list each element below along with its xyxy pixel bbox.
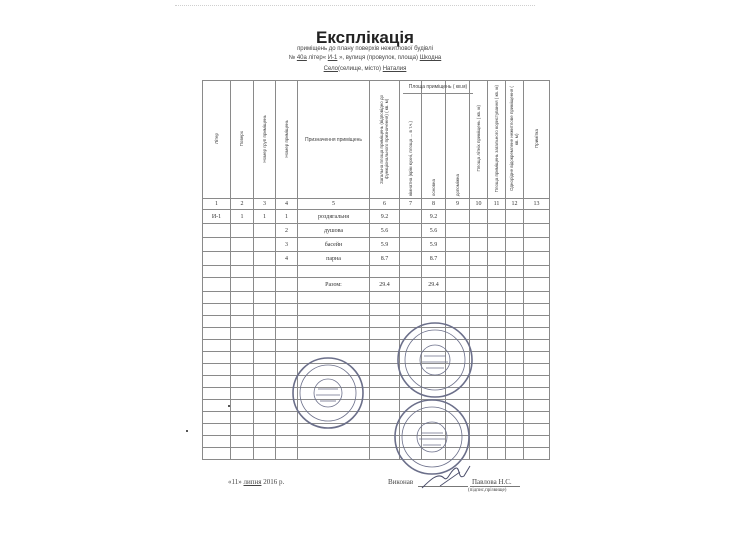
executor-name: Павлова Н.С. — [472, 478, 512, 486]
margin-dot — [228, 405, 230, 407]
cell-total: 8.7 — [370, 252, 400, 266]
signature — [420, 462, 472, 497]
village-value: Наталия — [382, 66, 407, 72]
cell-floor — [231, 252, 254, 266]
col-num: 5 — [298, 199, 370, 210]
column-number-row — [203, 199, 550, 210]
signature-hint: (підпис,прізвище) — [468, 488, 507, 493]
cell-liter — [203, 224, 231, 238]
table-header-row — [203, 81, 550, 199]
cell-total: 5.9 — [370, 238, 400, 252]
village-line — [0, 66, 730, 72]
area-group-header: Площа приміщень ( кв.м) — [408, 84, 468, 90]
table-row — [203, 252, 550, 266]
total-row — [203, 278, 550, 292]
margin-dot — [186, 430, 188, 432]
cell-purpose: роздягальня — [298, 210, 370, 224]
cell-floor — [231, 238, 254, 252]
street-value: Шкодна — [419, 55, 442, 61]
cell-group — [254, 238, 276, 252]
street-prefix: », вулиця — [339, 55, 366, 61]
cell-main: 8.7 — [422, 252, 446, 266]
col-num: 12 — [506, 199, 524, 210]
cell-main: 5.6 — [422, 224, 446, 238]
stamp-seal-left — [290, 355, 366, 431]
header-kitchen: кімнатна (крім кухні, площа ... в т.ч.) — [400, 81, 422, 199]
cell-group — [254, 224, 276, 238]
stamp-seal-middle — [395, 320, 475, 400]
address-line — [0, 55, 730, 61]
col-num: 8 — [422, 199, 446, 210]
street-hint: (провулок, площа) — [366, 55, 419, 61]
header-total-area: Загальна площа приміщень (відповідно до функціонального призначення) ( кв. м) — [370, 81, 400, 199]
document-title: Експлікація — [316, 28, 414, 47]
col-num: 11 — [488, 199, 506, 210]
header-auxiliary: допоміжна — [446, 81, 470, 199]
letter-value: И-1 — [327, 55, 338, 61]
col-num: 9 — [446, 199, 470, 210]
header-common: Площа приміщень загального користування ( кв. м) — [488, 81, 506, 199]
cell-room: 3 — [276, 238, 298, 252]
header-purpose: Призначення приміщень — [298, 81, 370, 199]
date-year: 2016 р. — [263, 478, 285, 486]
header-main: основна — [422, 81, 446, 199]
cell-floor: 1 — [231, 210, 254, 224]
header-summer: Площа літніх приміщень ( кв. м) — [470, 81, 488, 199]
executor-name-line — [470, 486, 520, 487]
scan-artifact-line — [175, 5, 535, 6]
village-hint: (селище, місто) — [338, 66, 382, 72]
cell-kitchen — [400, 210, 422, 224]
number-value: 40а — [296, 55, 307, 61]
cell-purpose: душова — [298, 224, 370, 238]
col-num: 6 — [370, 199, 400, 210]
cell-main: 9.2 — [422, 210, 446, 224]
col-num: 3 — [254, 199, 276, 210]
cell-purpose: парна — [298, 252, 370, 266]
header-note: Примітка — [524, 81, 550, 199]
header-separate: Однорідне відокремлене нежитлове приміщення ( кв. м) — [506, 81, 524, 199]
header-liter: Літер — [203, 81, 231, 199]
cell-liter: И-1 — [203, 210, 231, 224]
header-floor: Поверх — [231, 81, 254, 199]
table-row — [203, 238, 550, 252]
header-group: Номер груп приміщень — [254, 81, 276, 199]
cell-kitchen — [400, 224, 422, 238]
cell-liter — [203, 252, 231, 266]
explication-table — [202, 80, 550, 460]
date-line — [228, 478, 284, 486]
cell-liter — [203, 238, 231, 252]
header-room: Номер приміщень — [276, 81, 298, 199]
col-num: 10 — [470, 199, 488, 210]
col-num: 2 — [231, 199, 254, 210]
letter-label: літер« — [308, 55, 327, 61]
cell-room: 1 — [276, 210, 298, 224]
cell-kitchen — [400, 238, 422, 252]
total-area-value: 29.4 — [370, 278, 400, 292]
col-num: 13 — [524, 199, 550, 210]
col-num: 7 — [400, 199, 422, 210]
cell-floor — [231, 224, 254, 238]
total-main-value: 29.4 — [422, 278, 446, 292]
total-label: Разом: — [298, 278, 370, 292]
cell-purpose: басейн — [298, 238, 370, 252]
cell-main: 5.9 — [422, 238, 446, 252]
cell-total: 9.2 — [370, 210, 400, 224]
executor-label: Виконав — [388, 478, 414, 486]
table-row — [203, 210, 550, 224]
area-group-divider — [403, 93, 473, 94]
col-num: 4 — [276, 199, 298, 210]
cell-total: 5.6 — [370, 224, 400, 238]
table-row — [203, 224, 550, 238]
document-subtitle: приміщень до плану поверхів нежитлової будівлі — [297, 46, 433, 52]
cell-group — [254, 252, 276, 266]
cell-group: 1 — [254, 210, 276, 224]
number-label: № — [288, 55, 296, 61]
col-num: 1 — [203, 199, 231, 210]
village-label: Село — [323, 66, 339, 72]
cell-kitchen — [400, 252, 422, 266]
date-month: липня — [243, 478, 262, 486]
cell-room: 4 — [276, 252, 298, 266]
cell-room: 2 — [276, 224, 298, 238]
date-day: «11» — [228, 478, 242, 486]
